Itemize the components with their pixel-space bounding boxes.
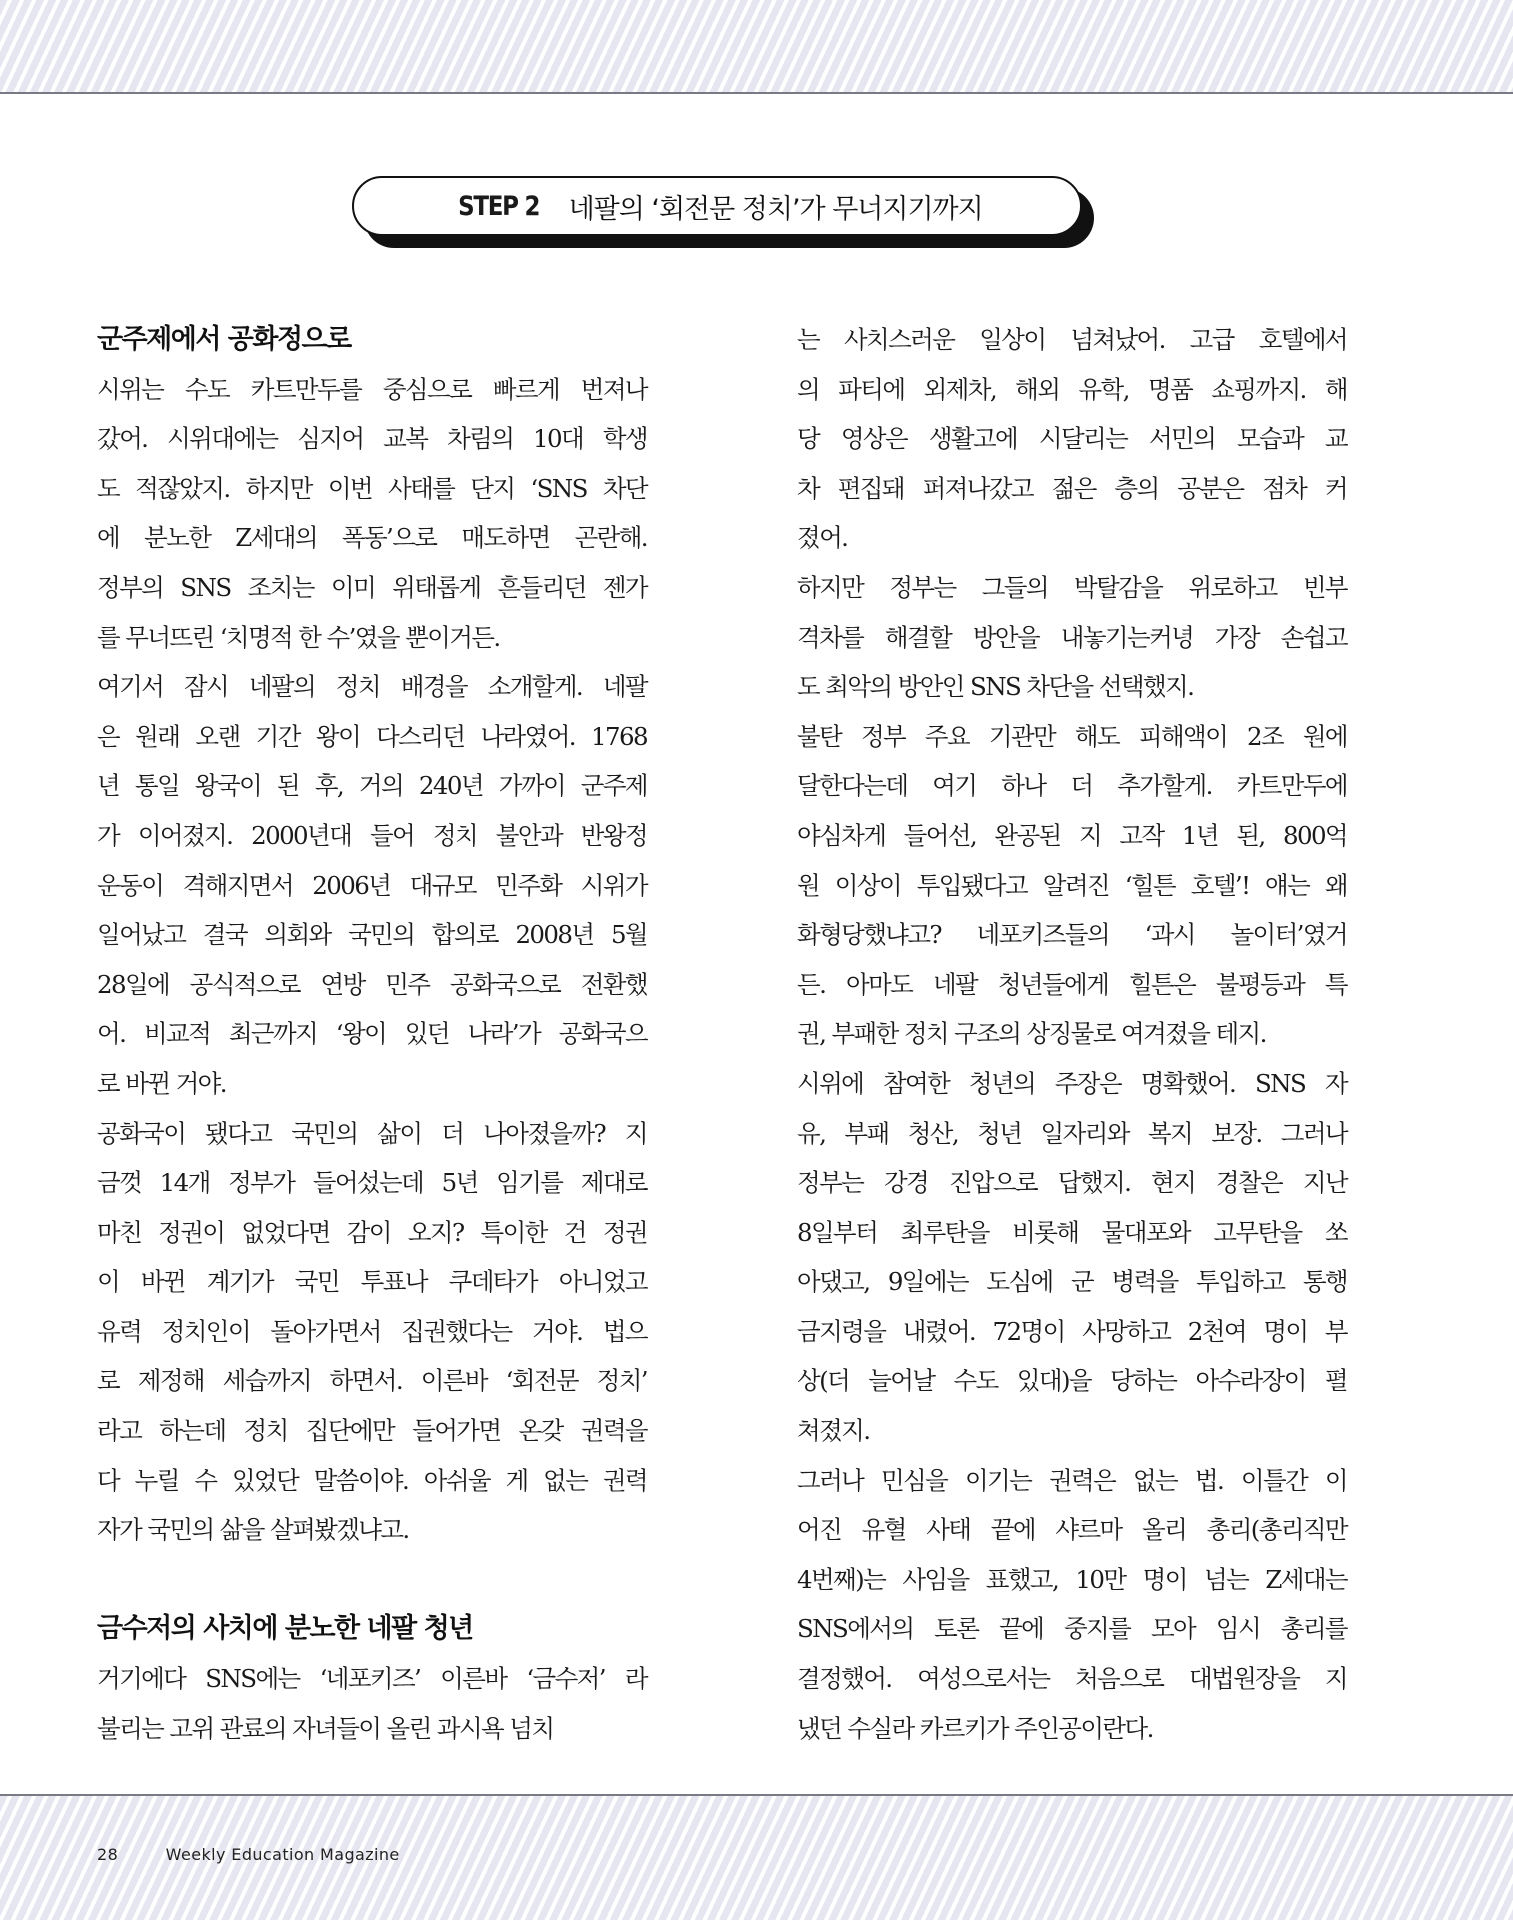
text-line: 당 영상은 생활고에 시달리는 서민의 모습과 교 xyxy=(797,424,1347,454)
text-line: 그러나 민심을 이기는 권력은 없는 법. 이틀간 이 xyxy=(797,1465,1347,1495)
text-line: 화형당했냐고? 네포키즈들의 ‘과시 놀이터’였거 xyxy=(797,920,1347,950)
text-line: 불탄 정부 주요 기관만 해도 피해액이 2조 원에 xyxy=(797,721,1347,751)
text-line: 를 무너뜨린 ‘치명적 한 수’였을 뿐이거든. xyxy=(97,622,500,652)
text-line: 로 제정해 세습까지 하면서. 이른바 ‘회전문 정치’ xyxy=(97,1366,647,1396)
body-paragraph xyxy=(97,365,647,663)
step-header-box xyxy=(352,176,1082,236)
text-line: 로 바뀐 거야. xyxy=(97,1068,226,1098)
body-paragraph xyxy=(797,712,1347,1059)
step-header xyxy=(352,176,1094,248)
publication-name: Weekly Education Magazine xyxy=(165,1845,400,1864)
section-heading: 금수저의 사치에 분노한 네팔 청년 xyxy=(97,1613,473,1645)
text-line: 야심차게 들어선, 완공된 지 고작 1년 된, 800억 xyxy=(797,820,1347,850)
step-title: 네팔의 ‘회전문 정치’가 무너지기까지 xyxy=(568,193,983,225)
text-line: 8일부터 최루탄을 비롯해 물대포와 고무탄을 쏘 xyxy=(797,1217,1347,1247)
text-line: 아댔고, 9일에는 도심에 군 병력을 투입하고 통행 xyxy=(797,1267,1347,1297)
body-paragraph xyxy=(97,662,647,1108)
text-line: 다 누릴 수 있었단 말씀이야. 아쉬울 게 없는 권력 xyxy=(97,1465,647,1495)
text-line: 금껏 14개 정부가 들어섰는데 5년 임기를 제대로 xyxy=(97,1168,647,1198)
left-column xyxy=(97,315,647,1753)
text-line: 차 편집돼 퍼져나갔고 젊은 층의 공분은 점차 커 xyxy=(797,473,1347,503)
text-line: 갔어. 시위대에는 심지어 교복 차림의 10대 학생 xyxy=(97,424,647,454)
text-line: 불리는 고위 관료의 자녀들이 올린 과시욕 넘치 xyxy=(97,1713,554,1743)
body-paragraph xyxy=(797,1456,1347,1754)
text-line: 유, 부패 청산, 청년 일자리와 복지 보장. 그러나 xyxy=(797,1118,1347,1148)
body-paragraph xyxy=(97,1654,647,1753)
text-line: 는 사치스러운 일상이 넘쳐났어. 고급 호텔에서 xyxy=(797,325,1347,354)
body-paragraph xyxy=(97,1109,647,1555)
text-line: 졌어. xyxy=(797,523,848,553)
text-line: SNS에서의 토론 끝에 중지를 모아 임시 총리를 xyxy=(797,1614,1347,1644)
text-line: 마친 정권이 없었다면 감이 오지? 특이한 건 정권 xyxy=(97,1217,647,1247)
text-line: 일어났고 결국 의회와 국민의 합의로 2008년 5월 xyxy=(97,920,647,950)
text-line: 어진 유혈 사태 끝에 샤르마 올리 총리(총리직만 xyxy=(797,1515,1347,1545)
page-number: 28 xyxy=(97,1845,119,1864)
body-paragraph xyxy=(797,315,1347,563)
text-line: 시위에 참여한 청년의 주장은 명확했어. SNS 자 xyxy=(797,1068,1347,1098)
text-line: 금지령을 내렸어. 72명이 사망하고 2천여 명이 부 xyxy=(797,1316,1347,1346)
text-line: 자가 국민의 삶을 살펴봤겠냐고. xyxy=(97,1515,409,1545)
text-line: 상(더 늘어날 수도 있대)을 당하는 아수라장이 펼 xyxy=(797,1366,1347,1396)
text-line: 도 적잖았지. 하지만 이번 사태를 단지 ‘SNS 차단 xyxy=(97,473,647,503)
text-line: 정부의 SNS 조치는 이미 위태롭게 흔들리던 젠가 xyxy=(97,572,647,602)
section-heading: 군주제에서 공화정으로 xyxy=(97,324,351,355)
text-line: 28일에 공식적으로 연방 민주 공화국으로 전환했 xyxy=(97,969,647,999)
text-line: 정부는 강경 진압으로 답했지. 현지 경찰은 지난 xyxy=(797,1168,1347,1198)
text-line: 에 분노한 Z세대의 폭동’으로 매도하면 곤란해. xyxy=(97,523,647,553)
text-line: 시위는 수도 카트만두를 중심으로 빠르게 번져나 xyxy=(97,374,647,404)
text-line: 냈던 수실라 카르키가 주인공이란다. xyxy=(797,1713,1153,1743)
text-line: 여기서 잠시 네팔의 정치 배경을 소개할게. 네팔 xyxy=(97,672,647,702)
text-line: 격차를 해결할 방안을 내놓기는커녕 가장 손쉽고 xyxy=(797,622,1347,652)
text-line: 유력 정치인이 돌아가면서 집권했다는 거야. 법으 xyxy=(97,1316,647,1346)
text-line: 든. 아마도 네팔 청년들에게 힐튼은 불평등과 특 xyxy=(797,969,1347,999)
text-line: 결정했어. 여성으로서는 처음으로 대법원장을 지 xyxy=(797,1664,1347,1694)
body-paragraph xyxy=(797,1059,1347,1456)
text-line: 달한다는데 여기 하나 더 추가할게. 카트만두에 xyxy=(797,771,1347,801)
text-line: 가 이어졌지. 2000년대 들어 정치 불안과 반왕정 xyxy=(97,820,647,850)
body-paragraph xyxy=(797,563,1347,712)
text-line: 라고 하는데 정치 집단에만 들어가면 온갖 권력을 xyxy=(97,1416,647,1446)
text-line: 년 통일 왕국이 된 후, 거의 240년 가까이 군주제 xyxy=(97,771,647,801)
text-line: 쳐졌지. xyxy=(797,1416,870,1446)
top-stripe-band xyxy=(0,0,1513,94)
right-column xyxy=(797,315,1347,1753)
section-gap xyxy=(97,1555,647,1605)
text-line: 거기에다 SNS에는 ‘네포키즈’ 이른바 ‘금수저’ 라 xyxy=(97,1664,647,1694)
text-line: 공화국이 됐다고 국민의 삶이 더 나아졌을까? 지 xyxy=(97,1118,647,1148)
text-line: 4번째)는 사임을 표했고, 10만 명이 넘는 Z세대는 xyxy=(797,1564,1347,1594)
text-line: 운동이 격해지면서 2006년 대규모 민주화 시위가 xyxy=(97,870,647,900)
text-line: 의 파티에 외제차, 해외 유학, 명품 쇼핑까지. 해 xyxy=(797,374,1347,404)
text-line: 하지만 정부는 그들의 박탈감을 위로하고 빈부 xyxy=(797,572,1347,602)
text-line: 이 바뀐 계기가 국민 투표나 쿠데타가 아니었고 xyxy=(97,1267,647,1297)
text-line: 도 최악의 방안인 SNS 차단을 선택했지. xyxy=(797,672,1194,702)
text-line: 원 이상이 투입됐다고 알려진 ‘힐튼 호텔’! 얘는 왜 xyxy=(797,870,1347,900)
page-footer xyxy=(97,1845,400,1864)
step-label: STEP 2 xyxy=(458,190,540,222)
text-line: 권, 부패한 정치 구조의 상징물로 여겨졌을 테지. xyxy=(797,1019,1266,1049)
text-line: 어. 비교적 최근까지 ‘왕이 있던 나라’가 공화국으 xyxy=(97,1019,647,1049)
text-line: 은 원래 오랜 기간 왕이 다스리던 나라였어. 1768 xyxy=(97,721,647,751)
